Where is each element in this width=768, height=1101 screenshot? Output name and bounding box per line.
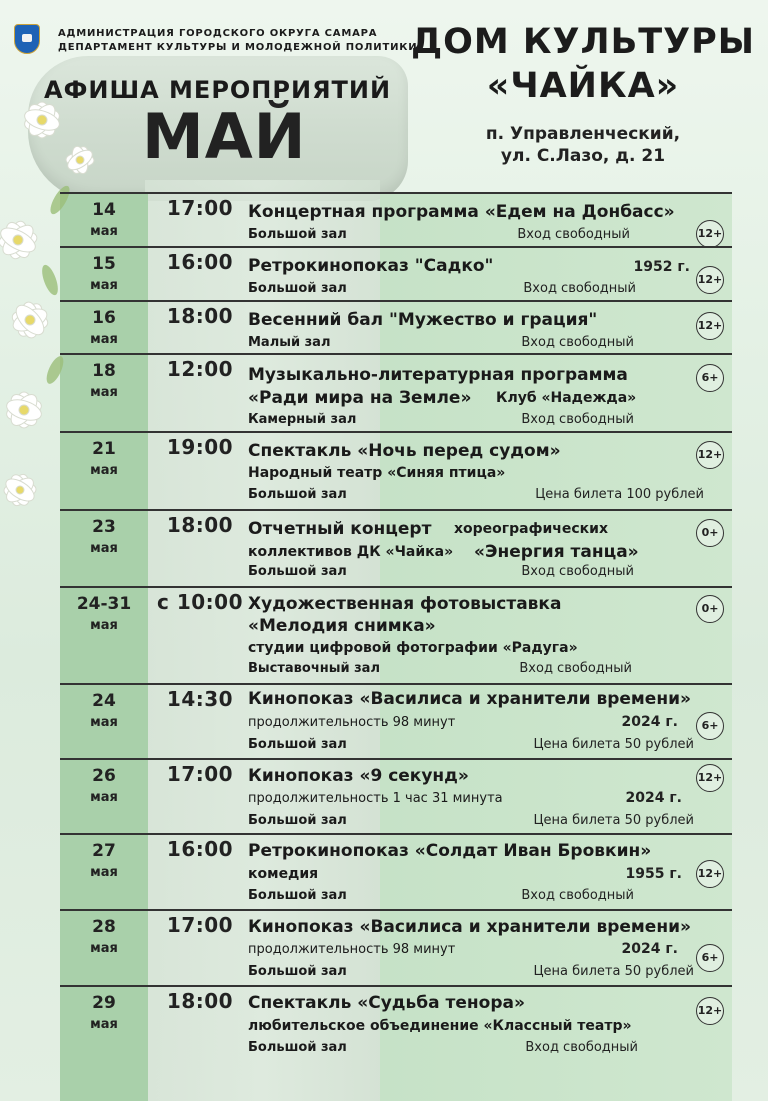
event-year: 1955 г. — [625, 866, 682, 882]
event-title: Весенний бал "Мужество и грация" — [248, 310, 598, 330]
house-title-line1: ДОМ КУЛЬТУРЫ — [410, 22, 756, 62]
event-month: мая — [90, 463, 118, 478]
event-title: Музыкально-литературная программа — [248, 365, 628, 385]
event-title-line2: коллективов ДК «Чайка» — [248, 544, 454, 560]
event-day: 18 — [92, 361, 116, 381]
event-club: Клуб «Надежда» — [496, 390, 637, 406]
age-rating-badge: 0+ — [696, 519, 724, 547]
event-month: мая — [90, 715, 118, 730]
age-rating-badge: 12+ — [696, 220, 724, 248]
event-time: 16:00 — [166, 837, 234, 861]
age-rating-badge: 12+ — [696, 312, 724, 340]
event-entry: Вход свободный — [521, 888, 634, 903]
event-day: 28 — [92, 917, 116, 937]
event-venue: Большой зал — [248, 813, 347, 828]
event-venue: Большой зал — [248, 964, 347, 979]
event-row — [60, 431, 732, 511]
event-venue: Большой зал — [248, 487, 347, 502]
age-rating-badge: 12+ — [696, 764, 724, 792]
event-day: 14 — [92, 200, 116, 220]
event-entry: Цена билета 50 рублей — [533, 964, 694, 979]
event-title-line2: «Ради мира на Земле» — [248, 388, 472, 408]
event-title: Художественная фотовыставка — [248, 594, 562, 614]
afisha-label: АФИША МЕРОПРИЯТИЙ — [44, 76, 392, 104]
event-title: Спектакль «Ночь перед судом» — [248, 441, 561, 461]
samara-coat-of-arms-icon — [14, 24, 40, 54]
event-row — [60, 683, 732, 760]
age-rating-badge: 0+ — [696, 595, 724, 623]
event-month: мая — [90, 541, 118, 556]
admin-line-1: АДМИНИСТРАЦИЯ ГОРОДСКОГО ОКРУГА САМАРА — [58, 28, 378, 39]
event-entry: Вход свободный — [525, 1040, 638, 1055]
event-venue: Большой зал — [248, 281, 347, 296]
event-time: 14:30 — [166, 687, 234, 711]
event-time: 16:00 — [166, 250, 234, 274]
event-row — [60, 353, 732, 433]
event-day: 15 — [92, 254, 116, 274]
event-row — [60, 985, 732, 1077]
event-day: 24 — [92, 691, 116, 711]
event-day: 16 — [92, 308, 116, 328]
event-month: мая — [90, 224, 118, 239]
event-venue: Большой зал — [248, 737, 347, 752]
event-time: 17:00 — [166, 762, 234, 786]
event-entry: Вход свободный — [521, 335, 634, 350]
event-day: 21 — [92, 439, 116, 459]
event-entry: Вход свободный — [521, 564, 634, 579]
event-row — [60, 509, 732, 588]
address-line-1: п. Управленческий, — [485, 124, 681, 144]
event-entry: Вход свободный — [519, 661, 632, 676]
event-venue: Большой зал — [248, 227, 347, 242]
event-day: 23 — [92, 517, 116, 537]
event-month: мая — [90, 941, 118, 956]
event-time: 17:00 — [166, 913, 234, 937]
event-year: 2024 г. — [621, 714, 678, 730]
event-time: 18:00 — [166, 989, 234, 1013]
event-subtitle: студии цифровой фотографии «Радуга» — [248, 640, 578, 656]
event-title: Ретрокинопоказ «Солдат Иван Бровкин» — [248, 841, 652, 861]
event-title-cont: хореографических — [454, 521, 609, 537]
event-year: 2024 г. — [625, 790, 682, 806]
event-detail: продолжительность 1 час 31 минута — [248, 791, 503, 806]
age-rating-badge: 12+ — [696, 266, 724, 294]
event-row — [60, 909, 732, 987]
age-rating-badge: 6+ — [696, 364, 724, 392]
event-venue: Малый зал — [248, 335, 331, 350]
event-month: мая — [90, 278, 118, 293]
event-subtitle: Народный театр «Синяя птица» — [248, 465, 506, 481]
event-entry: Цена билета 50 рублей — [533, 737, 694, 752]
event-row — [60, 300, 732, 355]
event-month: мая — [90, 385, 118, 400]
event-detail: продолжительность 98 минут — [248, 715, 456, 730]
event-row — [60, 192, 732, 248]
event-time: 17:00 — [166, 196, 234, 220]
month-title: МАЙ — [142, 100, 307, 173]
event-title: Кинопоказ «Василиса и хранители времени» — [248, 917, 691, 937]
age-rating-badge: 6+ — [696, 712, 724, 740]
event-title: Кинопоказ «9 секунд» — [248, 766, 469, 786]
event-title-line2-name: «Энергия танца» — [474, 542, 639, 562]
event-row — [60, 246, 732, 302]
event-venue: Большой зал — [248, 888, 347, 903]
event-title-line2: «Мелодия снимка» — [248, 616, 436, 636]
event-row — [60, 833, 732, 911]
event-month: мая — [90, 865, 118, 880]
event-month: мая — [90, 790, 118, 805]
event-venue: Большой зал — [248, 1040, 347, 1055]
event-year: 2024 г. — [621, 941, 678, 957]
address-line-2: ул. С.Лазо, д. 21 — [500, 146, 666, 166]
event-day: 27 — [92, 841, 116, 861]
event-title: Ретрокинопоказ "Садко" — [248, 256, 494, 276]
event-time: 18:00 — [166, 304, 234, 328]
age-rating-badge: 6+ — [696, 944, 724, 972]
event-entry: Цена билета 100 рублей — [535, 487, 704, 502]
event-entry: Вход свободный — [517, 227, 630, 242]
event-title: Спектакль «Судьба тенора» — [248, 993, 525, 1013]
event-entry: Вход свободный — [523, 281, 636, 296]
event-time: 12:00 — [166, 357, 234, 381]
event-row — [60, 586, 732, 685]
event-subtitle: комедия — [248, 866, 319, 882]
age-rating-badge: 12+ — [696, 997, 724, 1025]
event-venue: Камерный зал — [248, 412, 357, 427]
event-month: мая — [90, 618, 118, 633]
event-venue: Большой зал — [248, 564, 347, 579]
age-rating-badge: 12+ — [696, 860, 724, 888]
event-entry: Вход свободный — [521, 412, 634, 427]
event-day: 26 — [92, 766, 116, 786]
event-subtitle: любительское объединение «Классный театр» — [248, 1018, 632, 1034]
age-rating-badge: 12+ — [696, 441, 724, 469]
admin-line-2: ДЕПАРТАМЕНТ КУЛЬТУРЫ И МОЛОДЕЖНОЙ ПОЛИТИКИ — [58, 42, 418, 53]
event-row — [60, 758, 732, 835]
event-day: 24-31 — [76, 594, 132, 614]
event-month: мая — [90, 1017, 118, 1032]
event-detail: продолжительность 98 минут — [248, 942, 456, 957]
event-year: 1952 г. — [633, 259, 690, 275]
event-day: 29 — [92, 993, 116, 1013]
event-time: 18:00 — [166, 513, 234, 537]
event-title: Отчетный концерт — [248, 519, 432, 539]
event-month: мая — [90, 332, 118, 347]
event-venue: Выставочный зал — [248, 661, 380, 676]
event-title: Кинопоказ «Василиса и хранители времени» — [248, 689, 691, 709]
event-title: Концертная программа «Едем на Донбасс» — [248, 202, 675, 222]
event-time: с 10:00 — [157, 590, 243, 614]
event-time: 19:00 — [166, 435, 234, 459]
house-title-line2: «ЧАЙКА» — [486, 66, 680, 106]
event-entry: Цена билета 50 рублей — [533, 813, 694, 828]
